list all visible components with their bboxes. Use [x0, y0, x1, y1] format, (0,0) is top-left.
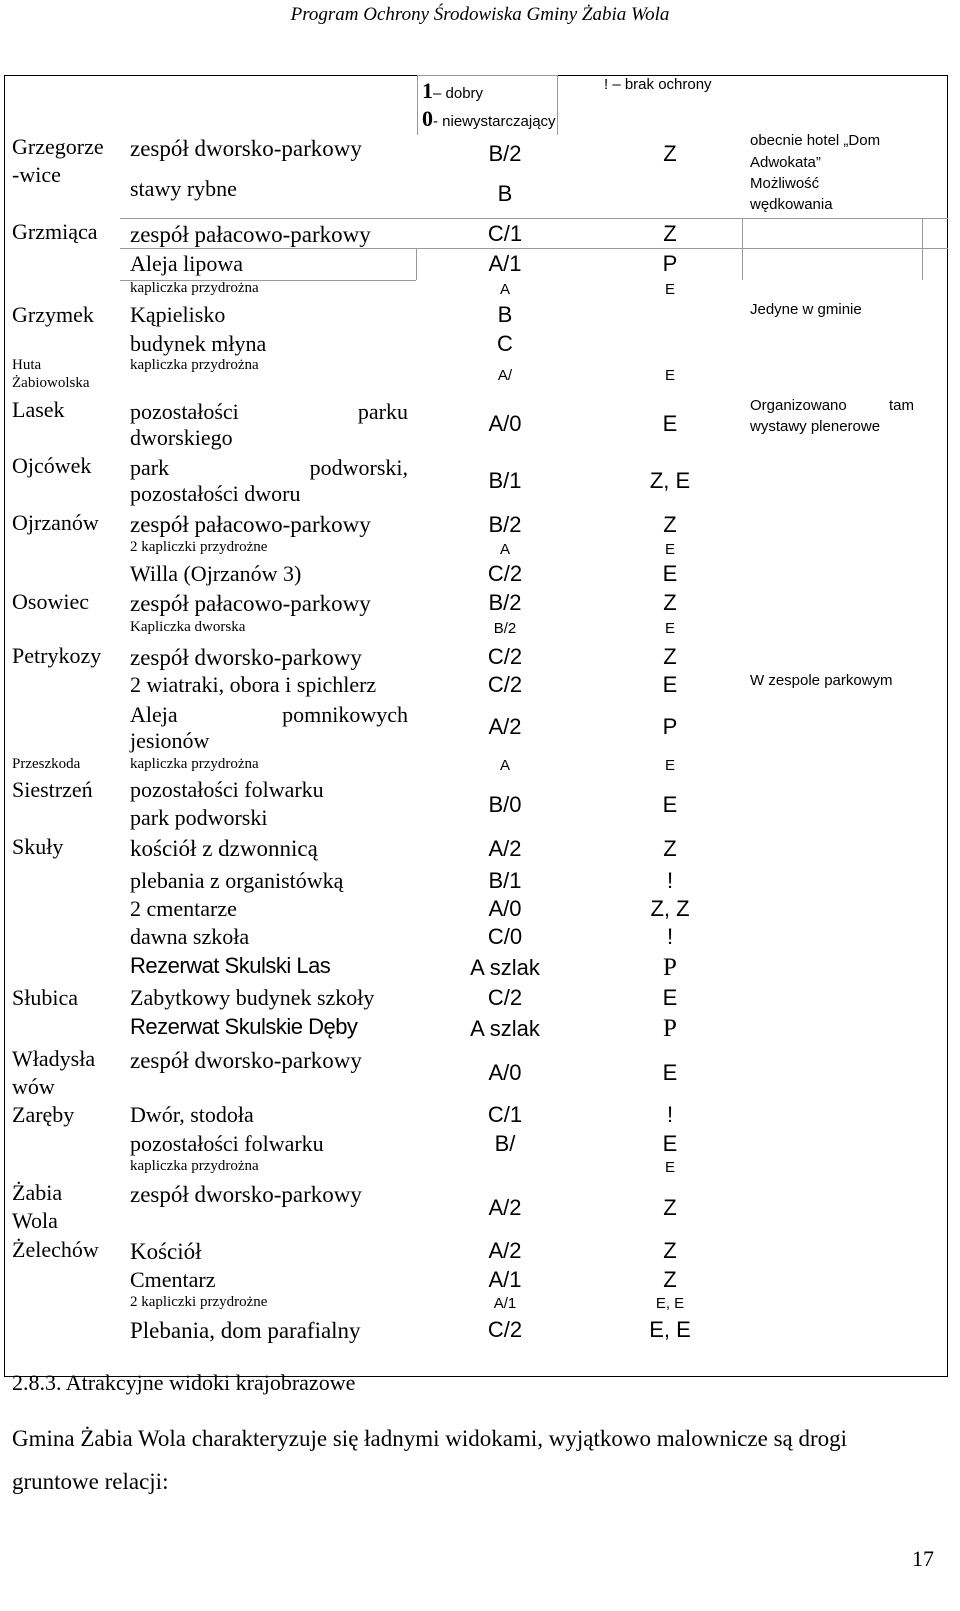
protection-value: E	[662, 985, 678, 1010]
town-name: Huta	[12, 357, 42, 373]
town-name: Skuły	[12, 834, 64, 859]
town-name: Ojrzanów	[12, 510, 99, 535]
protection-value: E, E	[655, 1295, 685, 1312]
object-name: pozostałości folwarku	[130, 777, 324, 802]
section-heading: 2.8.3. Atrakcyjne widoki krajobrazowe	[12, 1370, 356, 1395]
protection-value: E	[662, 561, 678, 586]
grid-line	[922, 218, 923, 280]
object-name: Willa (Ojrzanów 3)	[130, 561, 302, 586]
note	[750, 133, 914, 148]
object-name: Plebania, dom parafialny	[130, 1318, 361, 1343]
object-name: 2 cmentarze	[130, 896, 237, 921]
state-value: A/2	[488, 1238, 522, 1263]
note: Jedyne w gminie	[750, 301, 862, 318]
object-name: zespół pałacowo-parkowy	[130, 512, 371, 537]
protection-value: E	[664, 367, 676, 384]
object-name: pozostałości parku	[130, 399, 408, 424]
state-value: A/0	[488, 411, 522, 436]
state-value: A/2	[488, 836, 522, 861]
state-value: B/1	[488, 468, 522, 493]
object-name: Dwór, stodoła	[130, 1102, 254, 1127]
object-name: budynek młyna	[130, 331, 267, 356]
protection-value: E	[664, 620, 676, 637]
grid-line	[417, 75, 418, 135]
object-name: park podworski,	[130, 455, 408, 480]
paragraph-line: Gmina Żabia Wola charakteryzuje się ładnymi widokami, wyjątkowo malownicze są drogi	[12, 1426, 848, 1451]
state-value: C	[497, 331, 513, 356]
protection-value: Z	[663, 512, 677, 537]
object-name: Kąpielisko	[130, 302, 226, 327]
town-name: -wice	[12, 162, 61, 187]
protection-value: P	[662, 251, 678, 276]
state-value: B/2	[488, 590, 522, 615]
object-name: zespół pałacowo-parkowy	[130, 591, 371, 616]
object-name: pozostałości dworu	[130, 481, 301, 506]
grid-line	[416, 248, 417, 280]
state-value: B/1	[488, 868, 522, 893]
state-value: C/1	[487, 221, 523, 246]
town-name: Słubica	[12, 985, 78, 1010]
state-value: C/2	[487, 672, 523, 697]
object-name: Rezerwat Skulski Las	[130, 953, 331, 978]
state-value: A/	[497, 367, 513, 384]
note: Adwokata”	[750, 154, 821, 171]
state-value: A	[499, 281, 511, 298]
object-name: Aleja lipowa	[130, 251, 244, 276]
town-name: Wola	[12, 1208, 58, 1233]
note: wędkowania	[750, 196, 833, 213]
protection-value: !	[666, 1102, 674, 1127]
state-value: A	[499, 541, 511, 558]
protection-value: E, E	[649, 1317, 691, 1342]
protection-value: Z	[663, 836, 677, 861]
object-name: kapliczka przydrożna	[130, 357, 259, 373]
town-name: Grzegorze	[12, 134, 104, 159]
object-name: zespół pałacowo-parkowy	[130, 222, 371, 247]
object-name: Kościół	[130, 1239, 202, 1264]
protection-value: Z	[663, 221, 677, 246]
protection-value: E	[664, 1159, 676, 1176]
object-name: stawy rybne	[130, 176, 237, 201]
note: wystawy plenerowe	[750, 418, 881, 435]
state-value: C/0	[487, 924, 523, 949]
protection-value: E	[664, 541, 676, 558]
state-value: B/	[494, 1131, 516, 1156]
grid-line	[417, 75, 557, 76]
state-value: A	[499, 757, 511, 774]
protection-value: E	[664, 281, 676, 298]
town-name: Zaręby	[12, 1102, 75, 1127]
protection-value: E	[664, 757, 676, 774]
protection-value: E	[662, 411, 678, 436]
state-value: C/1	[487, 1102, 523, 1127]
protection-value: Z	[663, 141, 677, 166]
object-name: Aleja pomnikowych	[130, 702, 408, 727]
object-name: Cmentarz	[130, 1267, 216, 1292]
state-value: A/0	[488, 896, 522, 921]
town-name: Grzmiąca	[12, 219, 98, 244]
legend-insufficient: 0- niewystarczający	[422, 106, 556, 131]
protection-value: E	[662, 1131, 678, 1156]
grid-line	[120, 218, 948, 219]
state-value: C/2	[487, 1317, 523, 1342]
state-value: A/2	[488, 714, 522, 739]
page-header: Program Ochrony Środowiska Gminy Żabia Wola	[290, 4, 670, 25]
paragraph-line: gruntowe relacji:	[12, 1469, 169, 1494]
protection-value: !	[666, 868, 674, 893]
town-name: Przeszkoda	[12, 756, 81, 772]
object-name: Kapliczka dworska	[130, 619, 246, 635]
object-name: zespół dworsko-parkowy	[130, 645, 362, 670]
town-name: Lasek	[12, 397, 65, 422]
town-name: Żabiowolska	[12, 375, 90, 391]
town-name: wów	[12, 1074, 55, 1099]
town-name: Żabia	[12, 1180, 63, 1205]
state-value: C/2	[487, 561, 523, 586]
protection-value: E	[662, 1060, 678, 1085]
object-name: kapliczka przydrożna	[130, 280, 259, 296]
object-name: 2 kapliczki przydrożne	[130, 1294, 268, 1310]
legend-no-protection: ! – brak ochrony	[604, 76, 712, 93]
state-value: C/2	[487, 985, 523, 1010]
object-name: plebania z organistówką	[130, 868, 344, 893]
object-name: Zabytkowy budynek szkoły	[130, 985, 375, 1010]
object-name: Rezerwat Skulskie Dęby	[130, 1014, 358, 1039]
town-name: Osowiec	[12, 589, 89, 614]
protection-value: !	[666, 924, 674, 949]
object-name: 2 kapliczki przydrożne	[130, 539, 268, 555]
object-name: 2 wiatraki, obora i spichlerz	[130, 672, 377, 697]
grid-line	[120, 248, 948, 249]
town-name: Petrykozy	[12, 643, 102, 668]
state-value: B	[497, 302, 513, 327]
note: W zespole parkowym	[750, 672, 893, 689]
town-name: Ojcówek	[12, 453, 92, 478]
object-name: dawna szkoła	[130, 924, 250, 949]
note: Możliwość	[750, 175, 820, 192]
state-value: B/2	[488, 512, 522, 537]
town-name: Żelechów	[12, 1237, 99, 1262]
town-name: Grzymek	[12, 302, 94, 327]
grid-line	[557, 75, 558, 135]
town-name: Władysła	[12, 1046, 96, 1071]
protection-value: E	[662, 792, 678, 817]
protection-value: Z	[663, 590, 677, 615]
protection-value: Z	[663, 644, 677, 669]
note: Organizowano tam	[750, 397, 914, 414]
object-name: kościół z dzwonnicą	[130, 836, 318, 861]
state-value: B/0	[488, 792, 522, 817]
state-value: B/2	[488, 141, 522, 166]
protection-value: P	[663, 954, 677, 981]
state-value: A/1	[493, 1295, 517, 1312]
object-name: dworskiego	[130, 425, 233, 450]
object-name: zespół dworsko-parkowy	[130, 136, 362, 161]
object-name: kapliczka przydrożna	[130, 1158, 259, 1174]
protection-value: P	[662, 714, 678, 739]
state-value: A/1	[488, 251, 522, 276]
object-name: pozostałości folwarku	[130, 1131, 324, 1156]
state-value: A/1	[488, 1267, 522, 1292]
object-name: kapliczka przydrożna	[130, 756, 259, 772]
state-value: B	[497, 181, 513, 206]
protection-value: Z, Z	[650, 896, 690, 921]
state-value: A/0	[488, 1060, 522, 1085]
note-line: obecnie hotel „Dom	[750, 132, 881, 149]
protection-value: P	[663, 1015, 677, 1042]
state-value: A szlak	[470, 955, 540, 980]
protection-value: Z	[663, 1238, 677, 1263]
town-name: Siestrzeń	[12, 777, 93, 802]
protection-value: E	[662, 672, 678, 697]
object-name: zespół dworsko-parkowy	[130, 1048, 362, 1073]
protection-value: Z	[663, 1195, 677, 1220]
grid-line	[742, 218, 743, 280]
protection-value: Z	[663, 1267, 677, 1292]
state-value: A szlak	[470, 1016, 540, 1041]
object-name: park podworski	[130, 805, 268, 830]
legend-good: 1– dobry	[422, 78, 484, 103]
object-name: zespół dworsko-parkowy	[130, 1182, 362, 1207]
object-name: jesionów	[130, 728, 210, 753]
state-value: A/2	[488, 1195, 522, 1220]
protection-value: Z, E	[649, 468, 691, 493]
page-number: 17	[912, 1546, 934, 1571]
state-value: C/2	[487, 644, 523, 669]
state-value: B/2	[493, 620, 517, 637]
